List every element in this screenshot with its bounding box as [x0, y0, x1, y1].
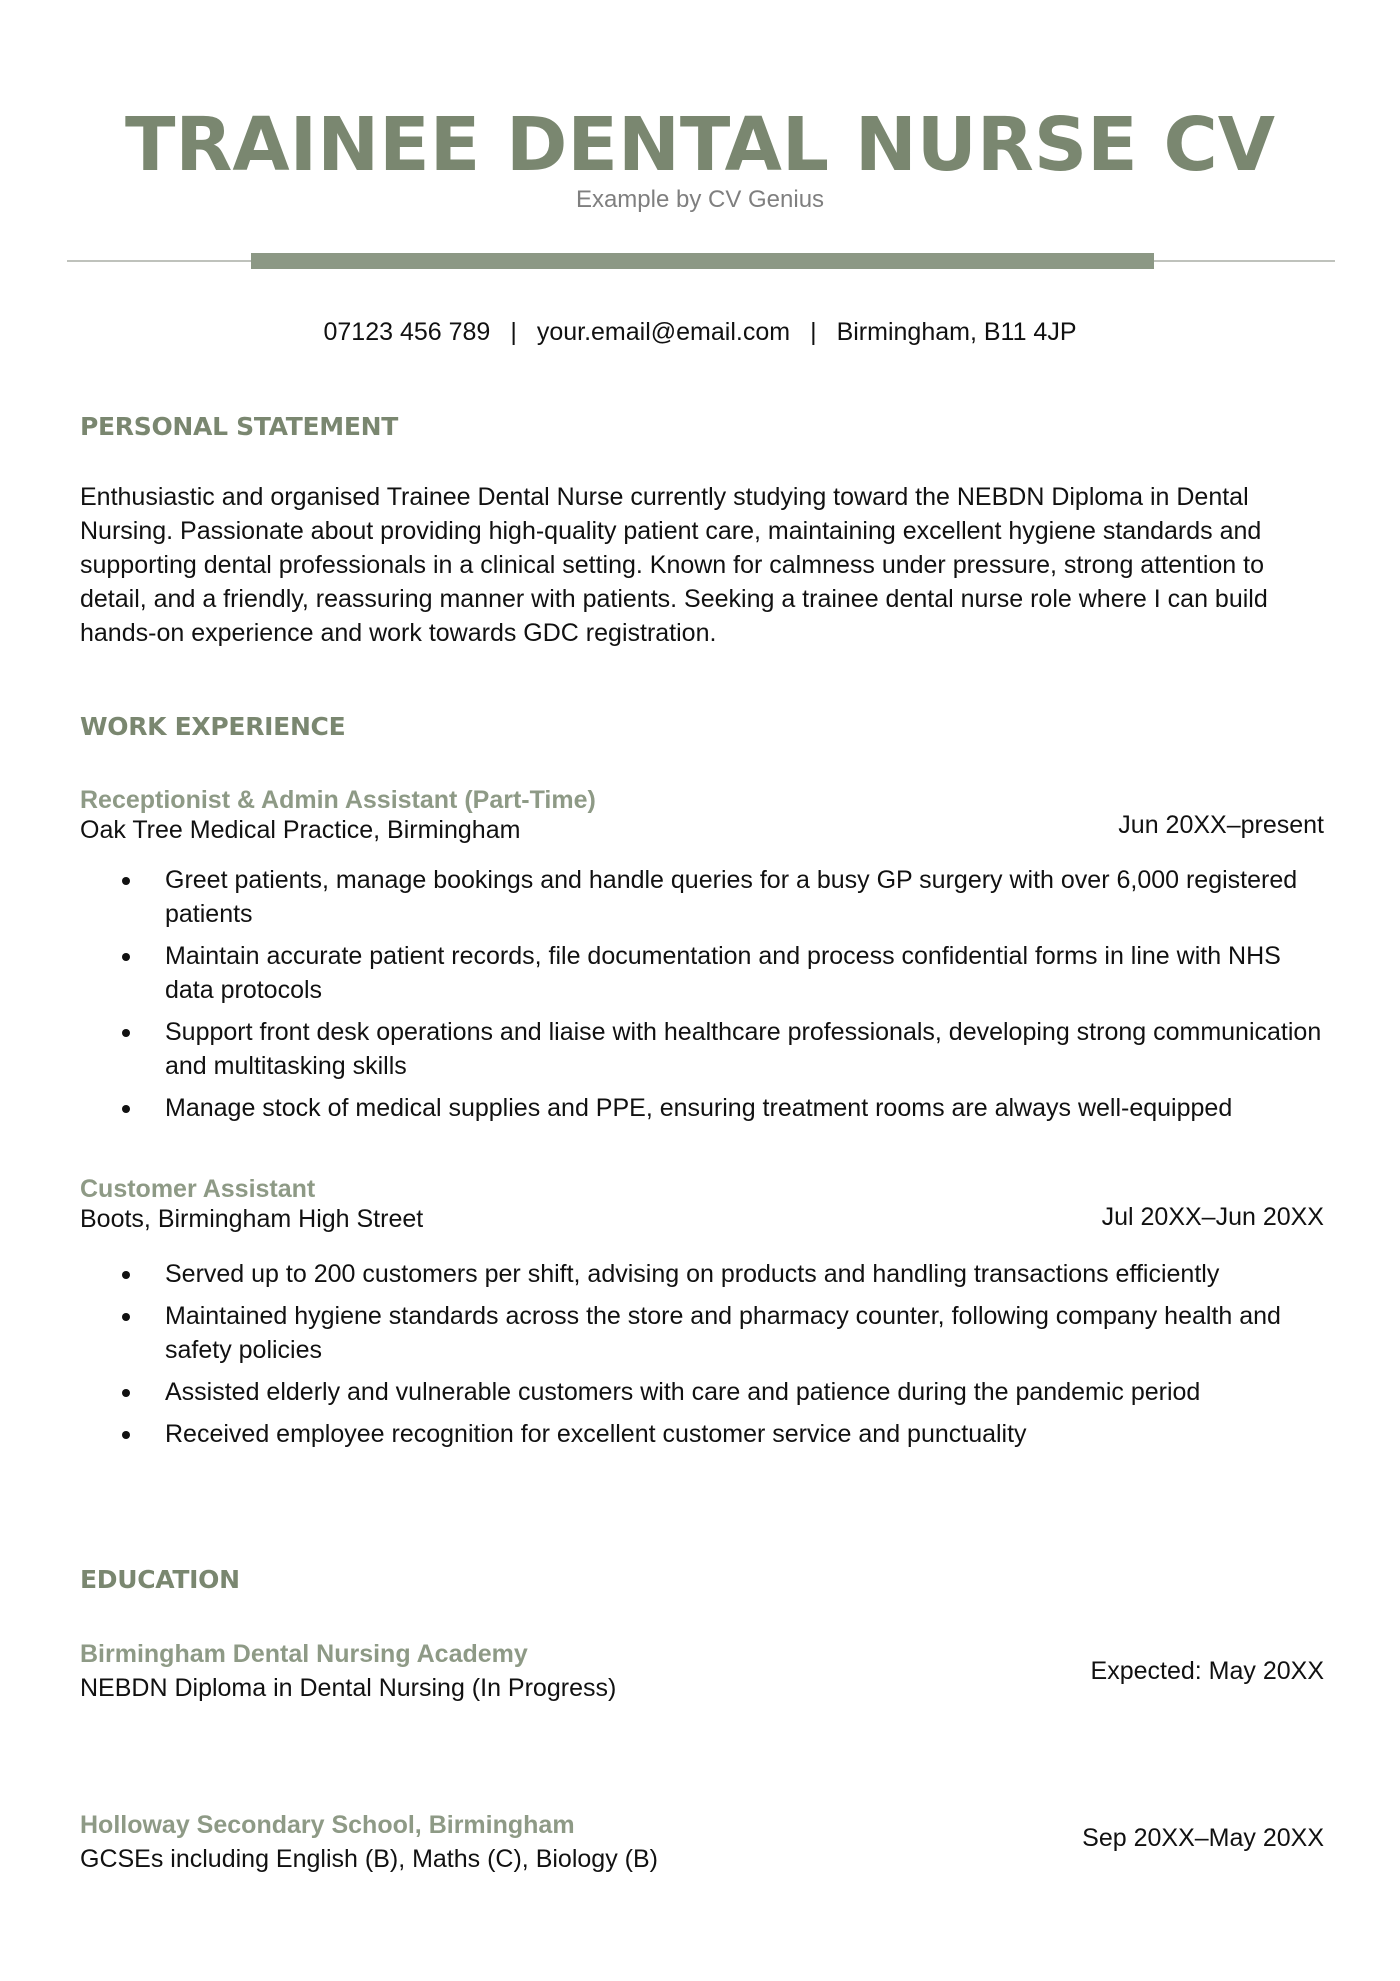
- bullet-text: Greet patients, manage bookings and handle queries for a busy GP surgery with over 6,000 registered patients: [165, 866, 1298, 928]
- job-dates: Jun 20XX–present: [1118, 811, 1324, 839]
- job-employer: Boots, Birmingham High Street: [80, 1205, 424, 1233]
- education-institution: Holloway Secondary School, Birmingham: [80, 1811, 575, 1839]
- list-item: [80, 1091, 1330, 1125]
- bullet-text: Manage stock of medical supplies and PPE, ensuring treatment rooms are always well-equipped: [165, 1094, 1233, 1122]
- bullet-icon: [122, 953, 130, 961]
- education-heading: EDUCATION: [80, 1565, 240, 1594]
- personal-statement-text: Enthusiastic and organised Trainee Dental Nurse currently studying toward the NEBDN Diploma in Dental Nursing. Passionate about providing high-quality patient care, maintaining excellent hygiene standards and supporting dental professionals in a clinical setting. Known for calmness under pressure, strong attention to detail, and a friendly, reassuring manner with patients. Seeking a trainee dental nurse role where I can build hands-on experience and work towards GDC registration.: [80, 483, 1268, 647]
- list-item: [80, 1015, 1330, 1083]
- job-title: Customer Assistant: [80, 1175, 316, 1203]
- personal-statement-heading: PERSONAL STATEMENT: [80, 412, 399, 441]
- bullet-text: Served up to 200 customers per shift, advising on products and handling transactions efficiently: [165, 1260, 1220, 1288]
- bullet-icon: [122, 1029, 130, 1037]
- job-title: Receptionist & Admin Assistant (Part-Time): [80, 786, 596, 814]
- list-item: [80, 1375, 1330, 1409]
- job-dates: Jul 20XX–Jun 20XX: [1101, 1203, 1324, 1231]
- header-divider-accent: [251, 253, 1154, 269]
- bullet-text: Assisted elderly and vulnerable customers with care and patience during the pandemic period: [165, 1378, 1201, 1406]
- education-institution: Birmingham Dental Nursing Academy: [80, 1640, 528, 1668]
- education-dates: Sep 20XX–May 20XX: [1082, 1824, 1324, 1852]
- bullet-text: Maintained hygiene standards across the store and pharmacy counter, following company health and safety policies: [165, 1302, 1281, 1364]
- list-item: [80, 1417, 1330, 1451]
- work-experience-heading: WORK EXPERIENCE: [80, 712, 346, 741]
- contact-phone[interactable]: 07123 456 789: [323, 318, 491, 346]
- list-item: [80, 863, 1330, 931]
- education-qualification: GCSEs including English (B), Maths (C), Biology (B): [80, 1845, 658, 1873]
- bullet-icon: [122, 1271, 130, 1279]
- bullet-icon: [122, 1389, 130, 1397]
- cv-title: TRAINEE DENTAL NURSE CV: [124, 102, 1276, 188]
- list-item: [80, 1299, 1330, 1367]
- contact-line: [0, 318, 1400, 347]
- contact-separator: |: [510, 318, 517, 346]
- bullet-text: Received employee recognition for excellent customer service and punctuality: [165, 1420, 1027, 1448]
- cv-subtitle: Example by CV Genius: [575, 186, 825, 213]
- bullet-icon: [122, 1105, 130, 1113]
- job-employer: Oak Tree Medical Practice, Birmingham: [80, 816, 521, 844]
- bullet-icon: [122, 1313, 130, 1321]
- education-dates: Expected: May 20XX: [1090, 1657, 1324, 1685]
- bullet-icon: [122, 877, 130, 885]
- list-item: [80, 939, 1330, 1007]
- contact-email[interactable]: your.email@email.com: [536, 318, 791, 346]
- contact-separator: |: [810, 318, 817, 346]
- list-item: [80, 1257, 1330, 1291]
- bullet-text: Maintain accurate patient records, file documentation and process confidential forms in line with NHS data protocols: [165, 942, 1281, 1004]
- education-qualification: NEBDN Diploma in Dental Nursing (In Progress): [80, 1674, 617, 1702]
- bullet-icon: [122, 1431, 130, 1439]
- job-bullet-list: [80, 863, 1330, 1133]
- job-bullet-list: [80, 1257, 1330, 1459]
- contact-location: Birmingham, B11 4JP: [836, 318, 1077, 346]
- bullet-text: Support front desk operations and liaise with healthcare professionals, developing strong communication and multitasking skills: [165, 1018, 1322, 1080]
